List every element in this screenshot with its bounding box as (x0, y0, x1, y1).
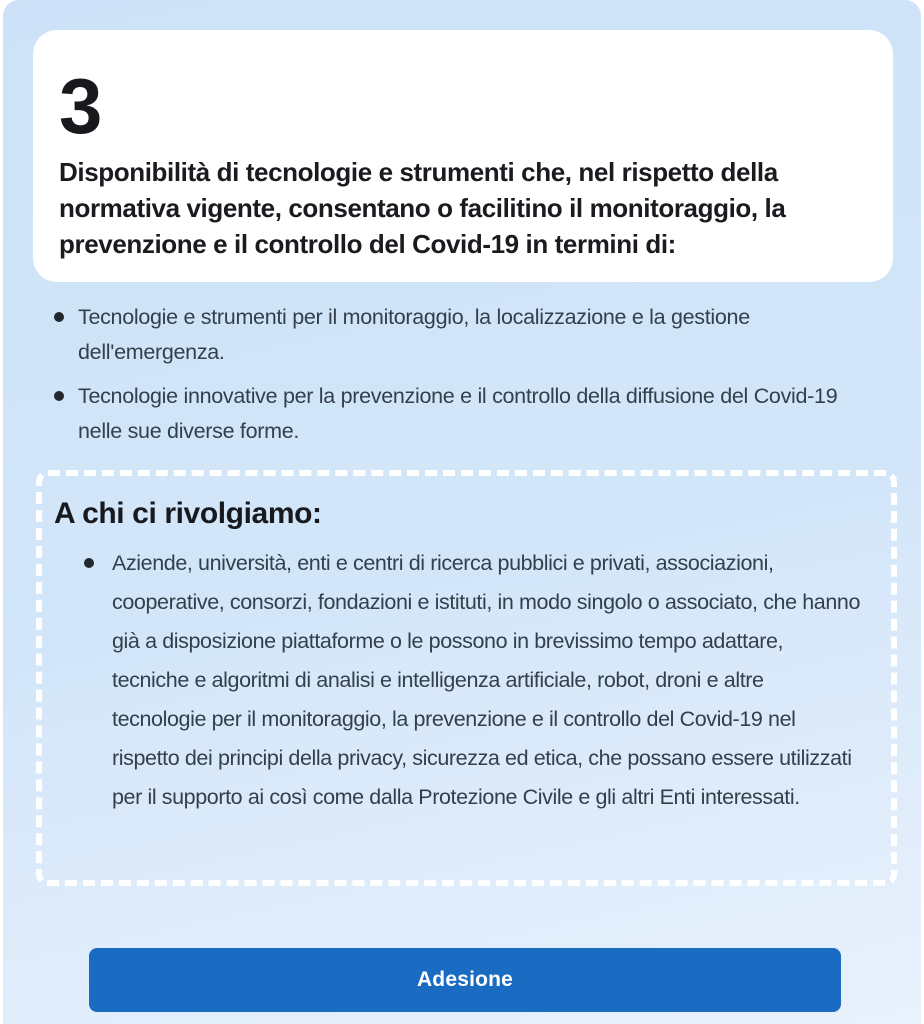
call-section-panel (3, 0, 921, 1024)
scope-list (52, 300, 852, 458)
list-item-text: Tecnologie innovative per la prevenzione e il controllo della diffusione del Covid-19 nelle sue diverse forme. (78, 384, 838, 443)
bullet-icon (54, 391, 64, 401)
list-item-text: Tecnologie e strumenti per il monitoraggio, la localizzazione e la gestione dell'emergenza. (78, 305, 750, 364)
audience-title: A chi ci rivolgiamo: (54, 497, 322, 530)
intro-card (33, 30, 893, 282)
audience-list (54, 544, 861, 817)
list-item-text: Aziende, università, enti e centri di ricerca pubblici e privati, associazioni, cooperative, consorzi, fondazioni e istituti, in modo singolo o associato, che hanno già a disposizione piattaforme o le possono in brevissimo tempo adattare, tecniche e algoritmi di analisi e intelligenza artificiale, robot, droni e altre tecnologie per il monitoraggio, la prevenzione e il controllo del Covid-19 nel rispetto dei principi della privacy, sicurezza ed etica, che possano essere utilizzati per il supporto ai così come dalla Protezione Civile e gli altri Enti interessati. (112, 551, 861, 809)
bullet-icon (84, 558, 94, 568)
adesione-button[interactable] (89, 948, 841, 1012)
audience-box (36, 470, 897, 886)
list-item (52, 300, 852, 370)
list-item (52, 379, 852, 449)
adesione-button-label: Adesione (416, 968, 514, 991)
bullet-icon (54, 312, 64, 322)
list-item (82, 544, 861, 817)
step-number: 3 (59, 62, 102, 150)
step-heading: Disponibilità di tecnologie e strumenti che, nel rispetto della normativa vigente, consentano o facilitino il monitoraggio, la prevenzione e il controllo del Covid-19 in termini di: (59, 157, 786, 259)
